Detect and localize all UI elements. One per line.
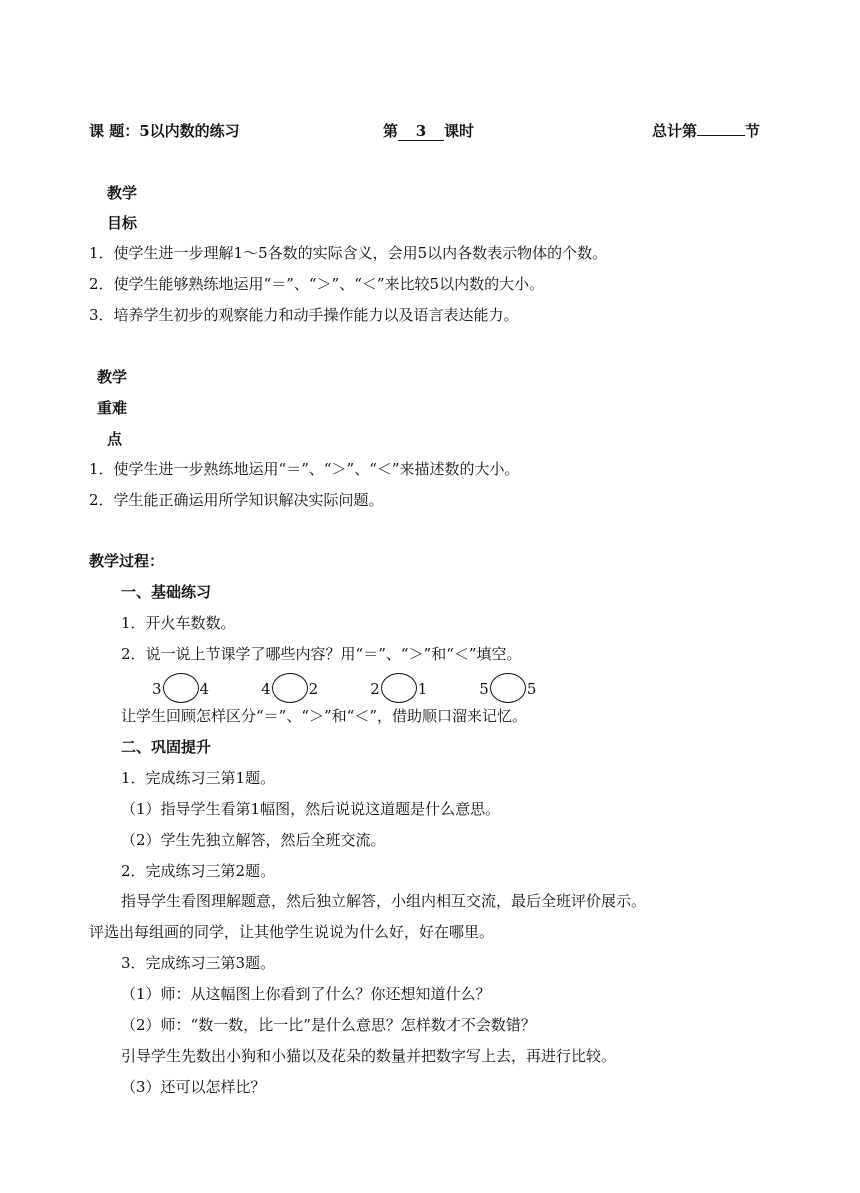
comparison-right: 4 xyxy=(199,680,210,698)
section2-heading: 二、巩固提升 xyxy=(121,738,212,756)
blank-oval[interactable] xyxy=(381,673,417,703)
section2-item1-sub2: （2）学生先独立解答，然后全班交流。 xyxy=(121,831,386,849)
total-prefix: 总计第 xyxy=(652,122,698,140)
keypoint-item: 1．使学生进一步熟练地运用“＝”、“＞”、“＜”来描述数的大小。 xyxy=(89,460,520,478)
section1-item2: 2．说一说上节课学了哪些内容？用“＝”、“＞”和“＜”填空。 xyxy=(121,645,522,663)
blank-oval[interactable] xyxy=(272,673,308,703)
keypoints-label-1: 教学 xyxy=(97,368,128,386)
lesson-prefix: 第 xyxy=(383,122,399,140)
lesson-suffix: 课时 xyxy=(444,122,475,140)
header-total xyxy=(652,121,760,141)
section1-note: 让学生回顾怎样区分“＝”、“＞”和“＜”，借助顺口溜来记忆。 xyxy=(121,707,528,725)
comparison-item xyxy=(261,675,318,705)
total-suffix: 节 xyxy=(745,122,761,140)
header-lesson xyxy=(383,121,474,141)
objectives-label-2: 目标 xyxy=(107,214,138,232)
section2-item1-sub1: （1）指导学生看第1幅图，然后说说这道题是什么意思。 xyxy=(121,800,501,818)
comparison-item xyxy=(479,675,536,705)
comparison-row xyxy=(152,675,536,705)
comparison-left: 3 xyxy=(152,680,162,698)
objective-item: 2．使学生能够熟练地运用“＝”、“＞”、“＜”来比较5以内数的大小。 xyxy=(89,275,545,293)
title-value: 5以内数的练习 xyxy=(139,122,240,140)
keypoints-label-3: 点 xyxy=(107,430,123,448)
comparison-item xyxy=(370,675,427,705)
section2-item2: 2．完成练习三第2题。 xyxy=(121,862,276,880)
section2-item3: 3．完成练习三第3题。 xyxy=(121,954,276,972)
title-label: 课 题： xyxy=(89,122,140,140)
total-blank xyxy=(697,135,745,136)
process-heading: 教学过程： xyxy=(89,552,165,570)
section2-item1: 1．完成练习三第1题。 xyxy=(121,769,276,787)
keypoints-label-2: 重难 xyxy=(97,399,128,417)
comparison-right: 1 xyxy=(417,680,428,698)
blank-oval[interactable] xyxy=(163,673,199,703)
keypoint-item: 2．学生能正确运用所学知识解决实际问题。 xyxy=(89,491,384,509)
section2-item3-sub3: （3）还可以怎样比？ xyxy=(121,1078,266,1096)
objectives-label-1: 教学 xyxy=(107,184,138,202)
objective-item: 1．使学生进一步理解1～5各数的实际含义，会用5以内各数表示物体的个数。 xyxy=(89,244,608,262)
comparison-left: 2 xyxy=(370,680,380,698)
header-title xyxy=(89,121,240,141)
comparison-item xyxy=(152,675,209,705)
lesson-number: 3 xyxy=(398,122,444,141)
section2-item2-para-line2: 评选出每组画的同学，让其他学生说说为什么好，好在哪里。 xyxy=(89,923,495,941)
section1-item1: 1．开火车数数。 xyxy=(121,614,236,632)
comparison-left: 5 xyxy=(479,680,489,698)
comparison-right: 2 xyxy=(308,680,319,698)
section2-item3-sub2: （2）师：“数一数，比一比”是什么意思？怎样数才不会数错？ xyxy=(121,1016,536,1034)
comparison-left: 4 xyxy=(261,680,271,698)
blank-oval[interactable] xyxy=(490,673,526,703)
section2-item3-para: 引导学生先数出小狗和小猫以及花朵的数量并把数字写上去，再进行比较。 xyxy=(121,1047,617,1065)
comparison-right: 5 xyxy=(526,680,537,698)
section2-item2-para-line1: 指导学生看图理解题意，然后独立解答，小组内相互交流，最后全班评价展示。 xyxy=(121,892,647,910)
section1-heading: 一、基础练习 xyxy=(121,583,212,601)
section2-item3-sub1: （1）师：从这幅图上你看到了什么？你还想知道什么？ xyxy=(121,985,491,1003)
objective-item: 3．培养学生初步的观察能力和动手操作能力以及语言表达能力。 xyxy=(89,306,519,324)
